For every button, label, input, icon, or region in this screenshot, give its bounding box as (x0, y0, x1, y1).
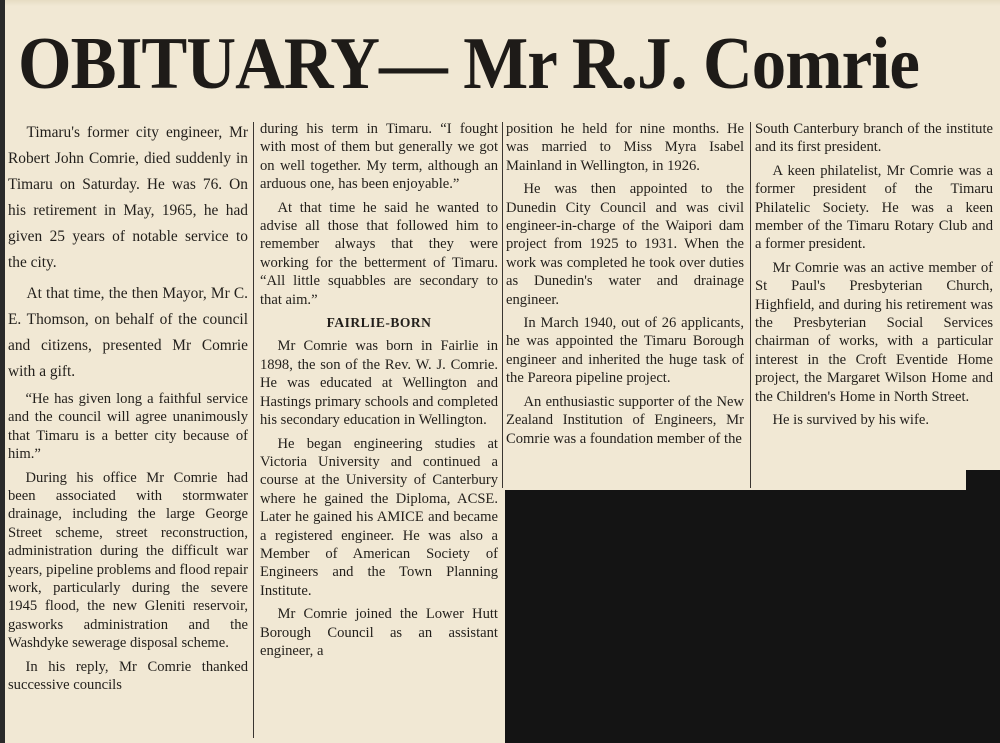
paragraph: South Canterbury branch of the institute and its first president. (755, 121, 993, 156)
scan-background-corner (966, 470, 1000, 500)
paragraph: Mr Comrie was an active member of St Paul's Presbyterian Church, Highfield, and during his retirement was the Presbyterian Social Services chairman of works, with a particular interest in the Croft Eventide Home project, the Margaret Wilson Home and the Children's Home in North Street. (755, 259, 993, 405)
paragraph: “He has given long a faithful service and the council will agree unanimously that Timaru is a better city because of him.” (8, 391, 248, 463)
paragraph: Mr Comrie joined the Lower Hutt Borough Council as an assistant engineer, a (260, 606, 498, 659)
article-column-1 (8, 120, 248, 700)
headline: OBITUARY— Mr R.J. Comrie (18, 23, 920, 105)
article-column-4 (755, 120, 993, 435)
paragraph: At that time he said he wanted to advise all those that followed him to remember always that they were working for the betterment of Timaru. “All little squabbles are secondary to that aim.” (260, 199, 498, 308)
scan-edge (0, 0, 5, 743)
paragraph: He was then appointed to the Dunedin City Council and was civil engineer-in-charge of the Waipori dam project from 1925 to 1931. When the work was completed he took over duties as Dunedin's water and drainage engineer. (506, 181, 744, 308)
paragraph: position he held for nine months. He was married to Miss Myra Isabel Mainland in Wellington, in 1926. (506, 121, 744, 174)
paragraph: during his term in Timaru. “I fought with most of them but generally we got on well together. My term, although an arduous one, has been enjoyable.” (260, 121, 498, 193)
paragraph: In his reply, Mr Comrie thanked successive councils (8, 658, 248, 694)
column-rule-3 (750, 122, 751, 488)
scan-background (505, 490, 1000, 743)
article-column-2 (260, 120, 498, 665)
paper-edge (0, 0, 1000, 6)
paragraph: A keen philatelist, Mr Comrie was a former president of the Timaru Philatelic Society. He was a keen member of the Timaru Rotary Club and a former president. (755, 162, 993, 253)
paragraph: Mr Comrie was born in Fairlie in 1898, the son of the Rev. W. J. Comrie. He was educated at Wellington and Hastings primary schools and completed his secondary education in Wellington. (260, 338, 498, 429)
paragraph: Timaru's former city engineer, Mr Robert John Comrie, died suddenly in Timaru on Saturday. He was 76. On his retirement in May, 1965, he had given 25 years of notable service to the city. (8, 124, 248, 271)
paragraph: At that time, the then Mayor, Mr C. E. Thomson, on behalf of the council and citizens, presented Mr Comrie with a gift. (8, 285, 248, 380)
column-rule-2 (502, 122, 503, 488)
paragraph: An enthusiastic supporter of the New Zealand Institution of Engineers, Mr Comrie was a foundation member of the (506, 393, 744, 447)
subheading: FAIRLIE-BORN (326, 315, 432, 331)
paragraph: In March 1940, out of 26 applicants, he was appointed the Timaru Borough engineer and inherited the huge task of the Pareora pipeline project. (506, 315, 744, 387)
paragraph: He began engineering studies at Victoria University and continued a course at the University of Canterbury where he gained the Diploma, ACSE. Later he gained his AMICE and became a registered engineer. He was also a Member of American Society of Engineers and the Town Planning Institute. (260, 435, 498, 599)
article-column-3 (506, 120, 744, 453)
paragraph: During his office Mr Comrie had been associated with stormwater drainage, including the large George Street scheme, street reconstruction, administration during the difficult war years, pipeline problems and flood repair work, particularly during the severe 1945 flood, the new Gleniti reservoir, gasworks administration and the Washdyke sewerage disposal scheme. (8, 469, 248, 652)
paragraph: He is survived by his wife. (772, 412, 929, 429)
column-rule-1 (253, 122, 254, 738)
